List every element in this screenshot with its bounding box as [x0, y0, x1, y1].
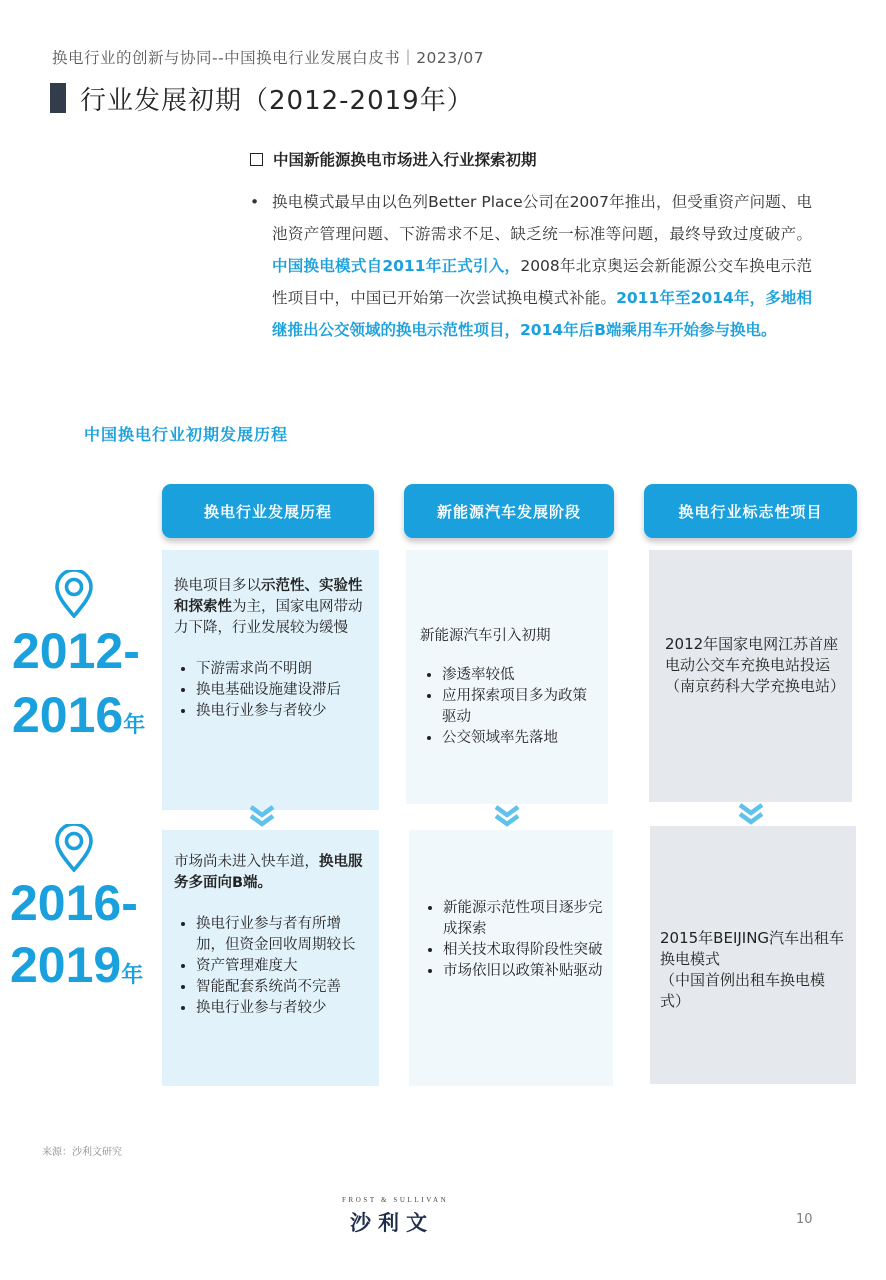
list-item: • 渗透率较低: [442, 665, 598, 686]
period-year-end-number: 2019: [10, 937, 122, 993]
title-bar-decoration: [50, 83, 66, 113]
list-item: • 应用探索项目多为政策驱动: [442, 686, 598, 728]
period2-industry-text-1: 市场尚未进入快车道，: [174, 854, 319, 870]
period1-industry-text-1: 换电项目多以: [174, 578, 261, 594]
column-header-landmark-projects: 换电行业标志性项目: [644, 484, 857, 538]
location-pin-icon: [54, 824, 94, 872]
intro-body: [272, 186, 812, 346]
period1-project-sub: （南京药科大学充换电站）: [665, 677, 846, 695]
period-year-start: 2016-: [10, 875, 138, 931]
period-year-end: [10, 937, 144, 993]
column-header-industry-history: 换电行业发展历程: [162, 484, 374, 538]
checkbox-icon: [250, 153, 263, 166]
list-item: • 市场依旧以政策补贴驱动: [443, 961, 603, 982]
list-item: • 相关技术取得阶段性突破: [443, 940, 603, 961]
period1-project-text: 2012年国家电网江苏首座电动公交车充换电站投运: [665, 635, 839, 674]
period2-industry-summary: [174, 852, 369, 894]
list-item: • 换电行业参与者较少: [196, 998, 369, 1019]
list-item: • 换电行业参与者有所增加，但资金回收周期较长: [196, 914, 369, 956]
column-header-nev-stage: 新能源汽车发展阶段: [404, 484, 614, 538]
timeline-chart-title: 中国换电行业初期发展历程: [84, 425, 289, 444]
period1-industry-summary: [174, 576, 369, 639]
list-item: • 换电行业参与者较少: [196, 701, 369, 722]
location-pin-icon: [54, 570, 94, 618]
list-item: • 换电基础设施建设滞后: [196, 680, 369, 701]
intro-highlight-1: 中国换电模式自2011年正式引入，: [272, 257, 521, 275]
period1-industry-bullets: [174, 659, 369, 722]
intro-text-1: 换电模式最早由以色列Better Place公司在2007年推出，但受重资产问题、电池资产管理问题、下游需求不足、缺乏统一标准等问题，最终导致过度破产。: [272, 193, 812, 243]
period2-nev-bullets: [421, 898, 603, 982]
period1-industry-cell: [162, 550, 379, 810]
period1-industry-text-2: 为主，国家电网带动力下降，行业发展较为缓慢: [174, 599, 363, 636]
section-heading-text: 中国新能源换电市场进入行业探索初期: [273, 151, 537, 169]
period1-nev-summary: 新能源汽车引入初期: [420, 628, 551, 644]
list-item: • 智能配套系统尚不完善: [196, 977, 369, 998]
period2-project-text: 2015年BEIJING汽车出租车换电模式: [660, 929, 845, 968]
intro-paragraph: [250, 186, 812, 346]
period-year-end: [12, 687, 146, 743]
intro-text-2: 2008年北京奥运会新能源公交车换电示范性项目中，中国已开始第一次尝试换电模式补能。: [272, 257, 812, 307]
document-header: 换电行业的创新与协同--中国换电行业发展白皮书｜2023/07: [52, 49, 485, 67]
page-number: 10: [796, 1212, 813, 1227]
section-heading: [250, 148, 537, 170]
logo-chinese: 沙利文: [350, 1211, 434, 1235]
source-note: 来源：沙利文研究: [42, 1147, 122, 1158]
list-item: • 资产管理难度大: [196, 956, 369, 977]
period2-nev-cell: [409, 830, 613, 1086]
period-year-suffix: 年: [123, 713, 146, 738]
page-title: 行业发展初期（2012-2019年）: [80, 86, 474, 116]
period2-project-sub: （中国首例出租车换电模式）: [660, 971, 826, 1010]
intro-highlight-2: 2011年至2014年，多地相继推出公交领域的换电示范性项目，2014年后B端乘用车开始参与换电。: [272, 289, 812, 339]
list-item: • 下游需求尚不明朗: [196, 659, 369, 680]
period-year-end-number: 2016: [12, 687, 124, 743]
period1-nev-bullets: [420, 665, 598, 749]
bullet-icon: •: [250, 193, 260, 211]
period1-industry-bold: 示范性、实验性和探索性: [174, 578, 363, 615]
period1-nev-cell: [406, 550, 608, 804]
period1-project-cell: [649, 550, 852, 802]
chevron-down-icon: [492, 804, 522, 828]
chevron-down-icon: [736, 802, 766, 826]
list-item: • 公交领域率先落地: [442, 728, 598, 749]
list-item: • 新能源示范性项目逐步完成探索: [443, 898, 603, 940]
chevron-down-icon: [247, 804, 277, 828]
period2-industry-bullets: [174, 914, 369, 1019]
period-year-start: 2012-: [12, 623, 140, 679]
period2-industry-bold: 换电服务多面向B端。: [174, 854, 363, 891]
period2-project-cell: [650, 826, 856, 1084]
period-year-suffix: 年: [121, 963, 144, 988]
logo-english: FROST & SULLIVAN: [342, 1196, 449, 1204]
period2-industry-cell: [162, 830, 379, 1086]
